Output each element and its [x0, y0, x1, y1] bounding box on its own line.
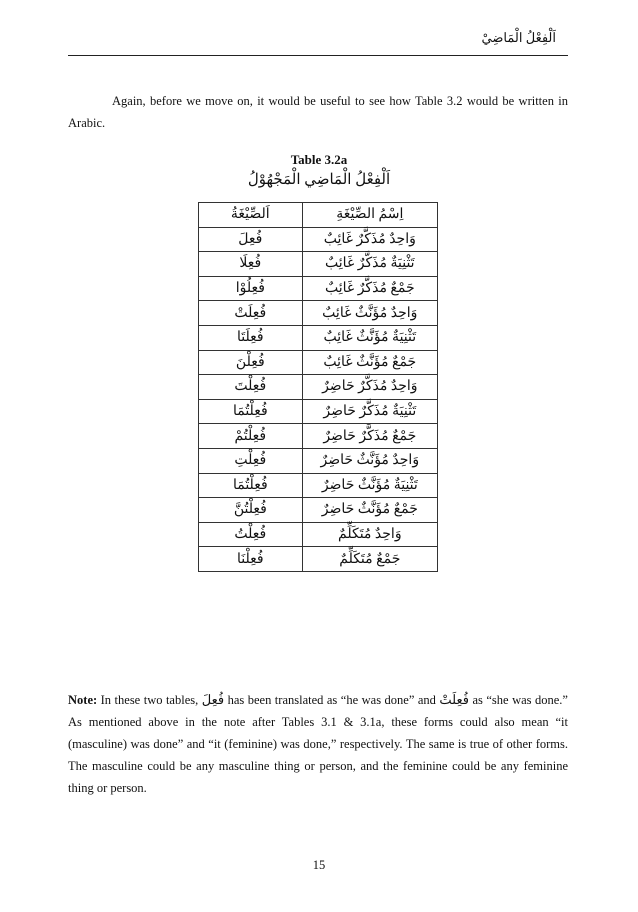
header-name-cell: اِسْمُ الصِّيْغَةِ	[302, 203, 437, 228]
conjugation-table	[198, 202, 438, 572]
note-label: Note:	[68, 693, 98, 707]
form-name-cell: وَاحِدٌ مُؤَنَّثٌ حَاضِرٌ	[302, 448, 437, 473]
form-name-cell: جَمْعٌ مُؤَنَّثٌ غَائِبٌ	[302, 350, 437, 375]
page-number: 15	[312, 858, 326, 872]
form-cell: فُعِلَ	[199, 227, 303, 252]
form-cell: فُعِلْتُمَا	[199, 399, 303, 424]
form-cell: فُعِلُوْا	[199, 276, 303, 301]
form-name-cell: جَمْعٌ مُذَكَّرٌ غَائِبٌ	[302, 276, 437, 301]
table-row	[199, 448, 438, 473]
table-row	[199, 276, 438, 301]
form-cell: فُعِلَتَا	[199, 325, 303, 350]
table-row	[199, 498, 438, 523]
form-cell: فُعِلْتُمْ	[199, 424, 303, 449]
form-name-cell: وَاحِدٌ مُؤَنَّثٌ غَائِبٌ	[302, 301, 437, 326]
table-row	[199, 301, 438, 326]
table-row	[199, 227, 438, 252]
note-paragraph	[68, 689, 568, 799]
note-arabic-2: فُعِلَتْ	[439, 692, 469, 707]
table-row	[199, 424, 438, 449]
form-name-cell: تَثْنِيَةٌ مُؤَنَّثٌ غَائِبٌ	[302, 325, 437, 350]
form-cell: فُعِلَتْ	[199, 301, 303, 326]
form-name-cell: وَاحِدٌ مُذَكَّرٌ غَائِبٌ	[302, 227, 437, 252]
form-cell: فُعِلْنَ	[199, 350, 303, 375]
note-arabic-1: فُعِلَ	[201, 692, 225, 707]
form-cell: فُعِلَا	[199, 252, 303, 277]
running-header: اَلْفِعْلُ الْمَاضِيْ	[481, 30, 556, 45]
table-row	[199, 522, 438, 547]
note-text-2: has been translated as “he was done” and	[224, 693, 440, 707]
table-row	[199, 252, 438, 277]
table-row	[199, 547, 438, 572]
table-row	[199, 375, 438, 400]
header-rule	[68, 55, 568, 56]
table-header-row	[199, 203, 438, 228]
intro-paragraph: Again, before we move on, it would be useful to see how Table 3.2 would be written in Arabic.	[68, 94, 568, 130]
form-name-cell: جَمْعٌ مُتَكَلِّمٌ	[302, 547, 437, 572]
form-name-cell: وَاحِدٌ مُتَكَلِّمٌ	[302, 522, 437, 547]
form-name-cell: تَثْنِيَةٌ مُذَكَّرٌ غَائِبٌ	[302, 252, 437, 277]
form-cell: فُعِلْتُ	[199, 522, 303, 547]
table-row	[199, 350, 438, 375]
form-name-cell: جَمْعٌ مُؤَنَّثٌ حَاضِرٌ	[302, 498, 437, 523]
table-row	[199, 473, 438, 498]
form-name-cell: تَثْنِيَةٌ مُذَكَّرٌ حَاضِرٌ	[302, 399, 437, 424]
table-title: Table 3.2a	[290, 152, 348, 167]
form-name-cell: تَثْنِيَةٌ مُؤَنَّثٌ حَاضِرٌ	[302, 473, 437, 498]
form-name-cell: وَاحِدٌ مُذَكَّرٌ حَاضِرٌ	[302, 375, 437, 400]
form-cell: فُعِلْتُمَا	[199, 473, 303, 498]
form-cell: فُعِلْتَ	[199, 375, 303, 400]
form-name-cell: جَمْعٌ مُذَكَّرٌ حَاضِرٌ	[302, 424, 437, 449]
note-text-3: as “she was done.” As mentioned above in the note after Tables 3.1 & 3.1a, these forms could also mean “it (masculine) was done” and “it (feminine) was done,” respectively. The same is true of other forms. The masculine could be any masculine thing or person, and the feminine could be any feminine thing or person.	[68, 693, 568, 795]
form-cell: فُعِلْتِ	[199, 448, 303, 473]
header-form-cell: اَلصِّيْغَةُ	[199, 203, 303, 228]
table-subtitle: اَلْفِعْلُ الْمَاضِي الْمَجْهُوْلُ	[247, 172, 391, 188]
form-cell: فُعِلْنَا	[199, 547, 303, 572]
note-text-1: In these two tables,	[97, 693, 202, 707]
table-row	[199, 399, 438, 424]
table-row	[199, 325, 438, 350]
form-cell: فُعِلْتُنَّ	[199, 498, 303, 523]
